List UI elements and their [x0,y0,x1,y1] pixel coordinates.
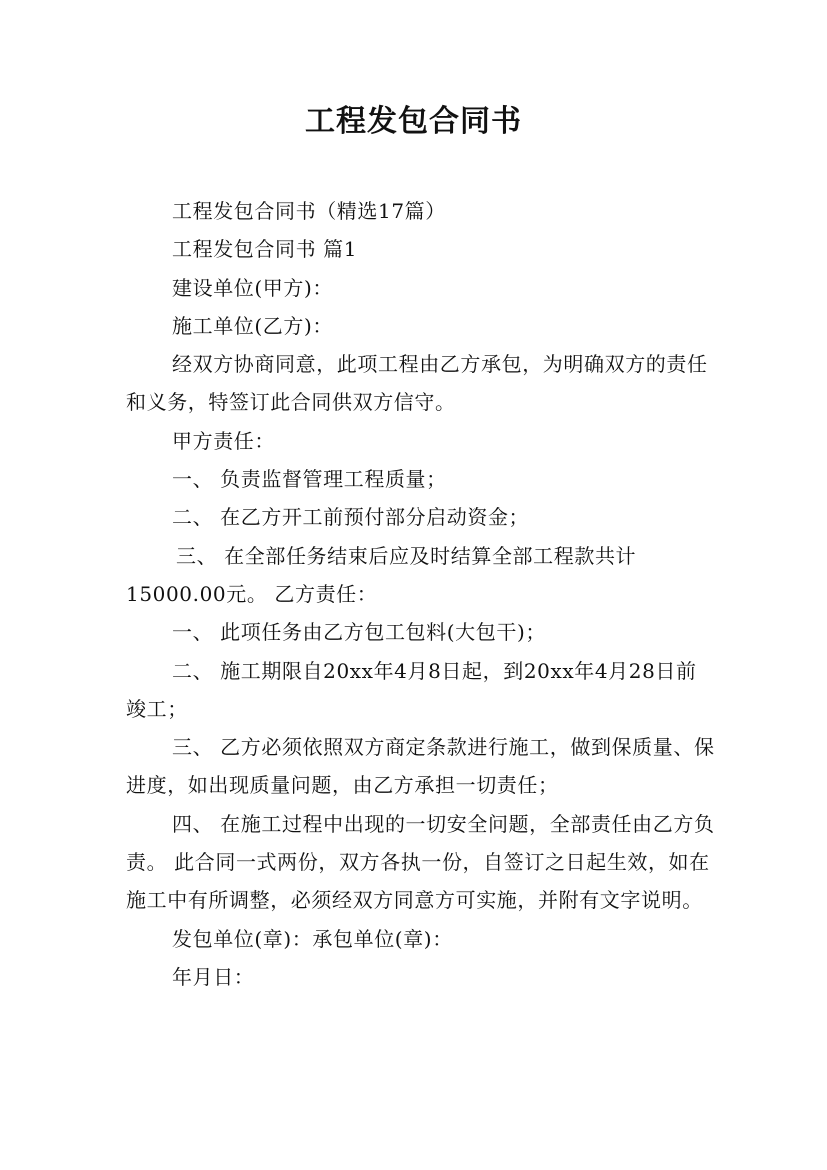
paragraph-intro: 经双方协商同意，此项工程由乙方承包，为明确双方的责任和义务，特签订此合同供双方信守。 [126,352,708,415]
paragraph-party-a-duties-heading: 甲方责任： [172,428,275,453]
paragraph-subtitle: 工程发包合同书（精选17篇） [172,199,446,223]
paragraph-party-a-duty-3: 三、 在全部任务结束后应及时结算全部工程款共计15000.00元。 乙方责任： [126,543,637,606]
paragraph-party-b-duty-3: 三、 乙方必须依照双方商定条款进行施工，做到保质量、保进度，如出现质量问题，由乙方承担一切责任； [126,735,715,798]
document-body [126,192,716,996]
paragraph-date: 年月日： [172,964,255,989]
paragraph-party-b-duty-4: 四、 在施工过程中出现的一切安全问题，全部责任由乙方负责。 此合同一式两份，双方各执一份，自签订之日起生效，如在施工中有所调整，必须经双方同意方可实施，并附有文字说明。 [126,811,715,913]
paragraph-party-a: 建设单位(甲方)： [172,275,334,300]
paragraph-section-heading: 工程发包合同书 篇1 [172,237,358,262]
paragraph-party-b-duty-1: 一、 此项任务由乙方包工包料(大包干)； [172,620,546,645]
paragraph-signatures: 发包单位(章)：承包单位(章)： [172,926,453,951]
paragraph-party-a-duty-2: 二、 在乙方开工前预付部分启动资金； [172,505,530,530]
paragraph-party-b-duty-2: 二、 施工期限自20xx年4月8日起，到20xx年4月28日前竣工； [126,658,697,721]
paragraph-party-b: 施工单位(乙方)： [172,313,334,338]
document-title: 工程发包合同书 [305,104,522,139]
paragraph-party-a-duty-1: 一、 负责监督管理工程质量； [172,467,447,492]
